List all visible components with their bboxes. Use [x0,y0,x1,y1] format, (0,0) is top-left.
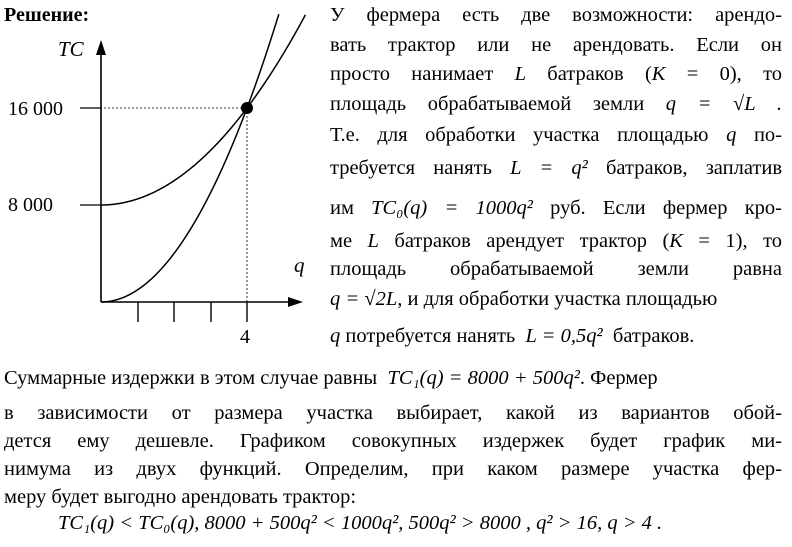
right-line-4: площадь обрабатываемой земли q = √L . [330,93,782,115]
right-line-9: площадь обрабатываемой земли равна [330,258,782,280]
right-line-8: ме L батраков арендует трактор (K = 1), то [330,230,783,252]
tick-label-8000: 8 000 [8,194,53,216]
bottom-line-4: нимума из двух функций. Определим, при каком размере участка фер- [4,458,782,480]
right-line-11: q потребуется нанять L = 0,5q² батраков. [330,325,695,347]
right-line-6: требуется нанять L = q² батраков, заплатив [330,157,782,179]
right-line-1: У фермера есть две возможности: арендо- [330,4,782,26]
x-axis-label: q [294,253,305,277]
x-axis-arrow [288,297,303,307]
bottom-line-1: Суммарные издержки в этом случае равны TC₁(q) = 8000 + 500q². Фермер [4,367,658,389]
bottom-line-3: дется ему дешевле. Графиком совокупных издержек будет график ми- [4,430,782,452]
y-axis-label: TC [58,37,84,61]
tick-label-16000: 16 000 [8,98,63,120]
bottom-line-2: в зависимости от размера участка выбирает, какой из вариантов обой- [4,402,782,424]
tick-label-4: 4 [240,326,250,348]
right-line-2: вать трактор или не арендовать. Если он [330,34,782,56]
intersection-point [241,102,253,114]
right-line-5: Т.е. для обработки участка площадью q по- [330,124,782,146]
y-axis-arrow [96,40,106,55]
right-line-3: просто нанимает L батраков (K = 0), то [330,63,783,85]
right-line-10: q = √2L, и для обработки участка площадью [330,288,718,310]
tc1-curve [101,15,305,205]
bottom-line-5: меру будет выгодно арендовать трактор: [4,486,357,508]
cost-graph [0,0,330,350]
right-line-7: им TC₀(q) = 1000q² руб. Если фермер кро- [330,197,782,219]
tc0-curve [101,14,279,302]
final-formula: TC₁(q) < TC₀(q), 8000 + 500q² < 1000q², 500q² > 8000 , q² > 16, q > 4 . [58,512,663,534]
solution-heading: Решение: [4,4,90,26]
